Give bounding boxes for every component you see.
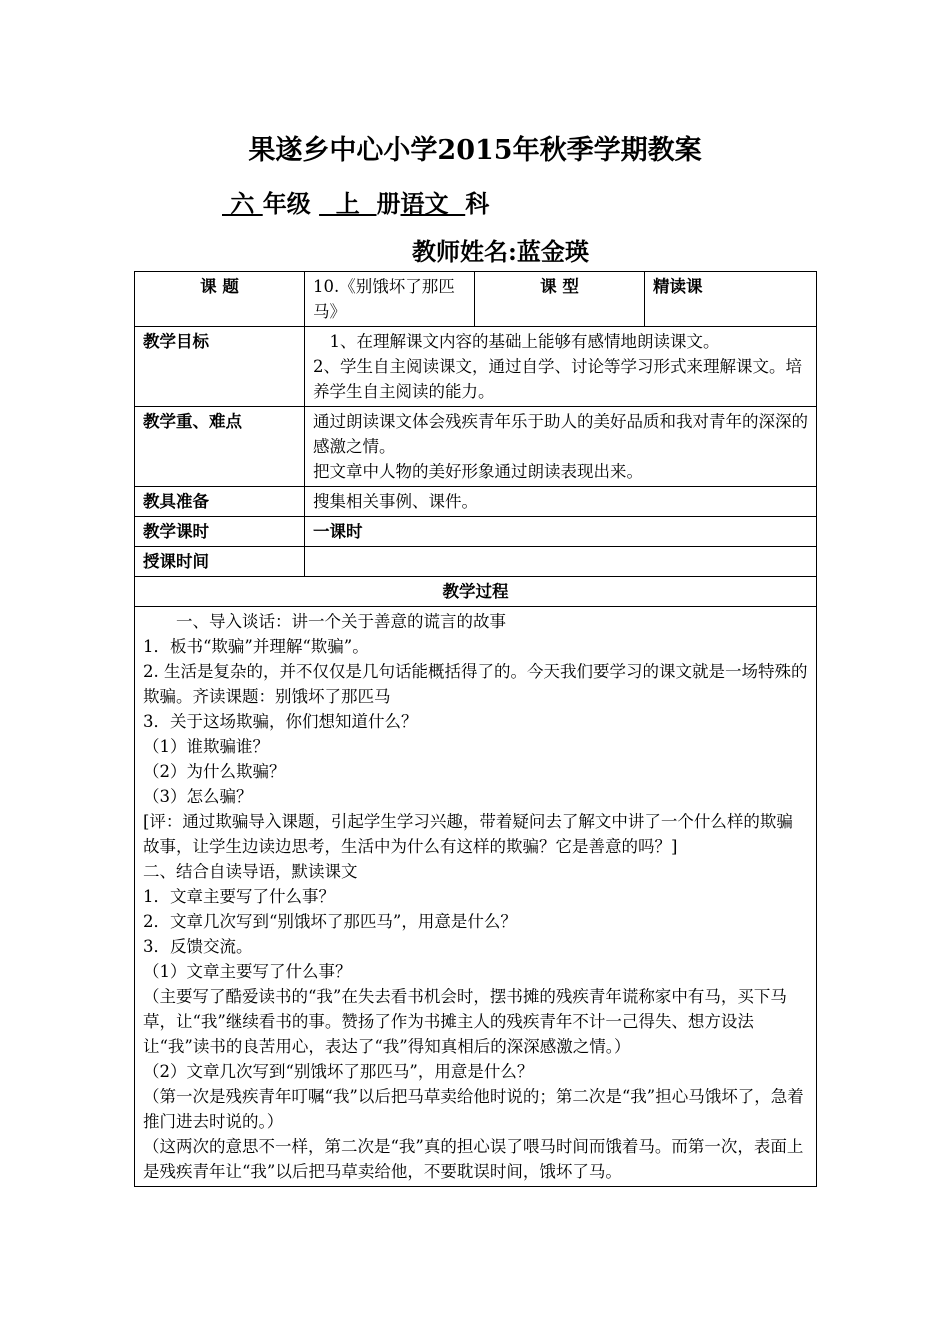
- lesson-plan-table: [134, 271, 817, 1187]
- time-label: 授课时间: [135, 547, 305, 577]
- goals-content: [305, 327, 817, 407]
- hours-label: 教学课时: [135, 517, 305, 547]
- grade-suffix: 年级: [262, 189, 311, 218]
- process-line: 3．关于这场欺骗，你们想知道什么？: [143, 712, 418, 731]
- process-line: （3）怎么骗？: [143, 787, 253, 806]
- volume-suffix: 册: [376, 189, 401, 218]
- process-line: 一、导入谈话：讲一个关于善意的谎言的故事: [176, 612, 506, 631]
- focus-row: [135, 407, 817, 487]
- process-line: （2）为什么欺骗？: [143, 762, 286, 781]
- grade-value: 六: [222, 189, 263, 218]
- process-line: 1．板书“欺骗”并理解“欺骗”。: [143, 637, 369, 656]
- goal-item: 1、在理解课文内容的基础上能够有感情地朗读课文。: [329, 332, 720, 351]
- process-line: [评：通过欺骗导入课题，引起学生学习兴趣，带着疑问去了解文中讲了一个什么样的欺骗故事，让学生边读边思考，生活中为什么有这样的欺骗？它是善意的吗？]: [143, 812, 793, 856]
- hours-row: [135, 517, 817, 547]
- topic-value: 10.《别饿坏了那匹马》: [305, 272, 475, 327]
- page-title: 果遂乡中心小学2015年秋季学期教案: [248, 135, 702, 166]
- process-line: （2）文章几次写到“别饿坏了那匹马”，用意是什么？: [143, 1062, 534, 1081]
- process-line: （第一次是残疾青年叮嘱“我”以后把马草卖给他时说的；第二次是“我”担心马饿坏了，急着推门进去时说的。）: [143, 1087, 804, 1131]
- tools-row: [135, 487, 817, 517]
- volume-value: 上: [319, 189, 377, 218]
- time-row: [135, 547, 817, 577]
- process-line: （1）谁欺骗谁？: [143, 737, 269, 756]
- subject-suffix: 科: [465, 189, 490, 218]
- focus-label: 教学重、难点: [135, 407, 305, 487]
- goal-item: 2、学生自主阅读课文，通过自学、讨论等学习形式来理解课文。培养学生自主阅读的能力。: [313, 357, 802, 401]
- process-line: 3．反馈交流。: [143, 937, 253, 956]
- goals-label: 教学目标: [135, 327, 305, 407]
- time-value: [305, 547, 817, 577]
- topic-row: [135, 272, 817, 327]
- goals-row: [135, 327, 817, 407]
- focus-content: [305, 407, 817, 487]
- process-header-row: [135, 577, 817, 607]
- type-label: 课 型: [475, 272, 645, 327]
- process-label: 教学过程: [135, 577, 817, 607]
- topic-label: 课 题: [135, 272, 305, 327]
- process-line: （主要写了酷爱读书的“我”在失去看书机会时，摆书摊的残疾青年谎称家中有马，买下马草，让“我”继续看书的事。赞扬了作为书摊主人的残疾青年不计一己得失、想方设法让“我”读书的良苦用心，表达了“我”得知真相后的深深感激之情。）: [143, 987, 787, 1056]
- process-line: （这两次的意思不一样，第二次是“我”真的担心误了喂马时间而饿着马。而第一次，表面上是残疾青年让“我”以后把马草卖给他，不要耽误时间，饿坏了马。: [143, 1137, 804, 1181]
- process-line: 2．文章几次写到“别饿坏了那匹马”，用意是什么？: [143, 912, 517, 931]
- process-line: 1．文章主要写了什么事？: [143, 887, 335, 906]
- process-row: [135, 607, 817, 1187]
- focus-item: 把文章中人物的美好形象通过朗读表现出来。: [313, 462, 643, 481]
- grade-subject-line: [222, 184, 489, 219]
- hours-value: 一课时: [305, 517, 817, 547]
- tools-label: 教具准备: [135, 487, 305, 517]
- teacher-name: 教师姓名:蓝金瑛: [412, 237, 589, 266]
- focus-item: 通过朗读课文体会残疾青年乐于助人的美好品质和我对青年的深深的感激之情。: [313, 412, 808, 456]
- process-line: 二、结合自读导语，默读课文: [143, 862, 358, 881]
- type-value: 精读课: [645, 272, 817, 327]
- process-line: 2. 生活是复杂的，并不仅仅是几句话能概括得了的。今天我们要学习的课文就是一场特殊的欺骗。齐读课题：别饿坏了那匹马: [143, 662, 808, 706]
- tools-value: 搜集相关事例、课件。: [305, 487, 817, 517]
- subject-value: 语文: [400, 189, 466, 218]
- process-line: （1）文章主要写了什么事？: [143, 962, 352, 981]
- process-content: [135, 607, 817, 1187]
